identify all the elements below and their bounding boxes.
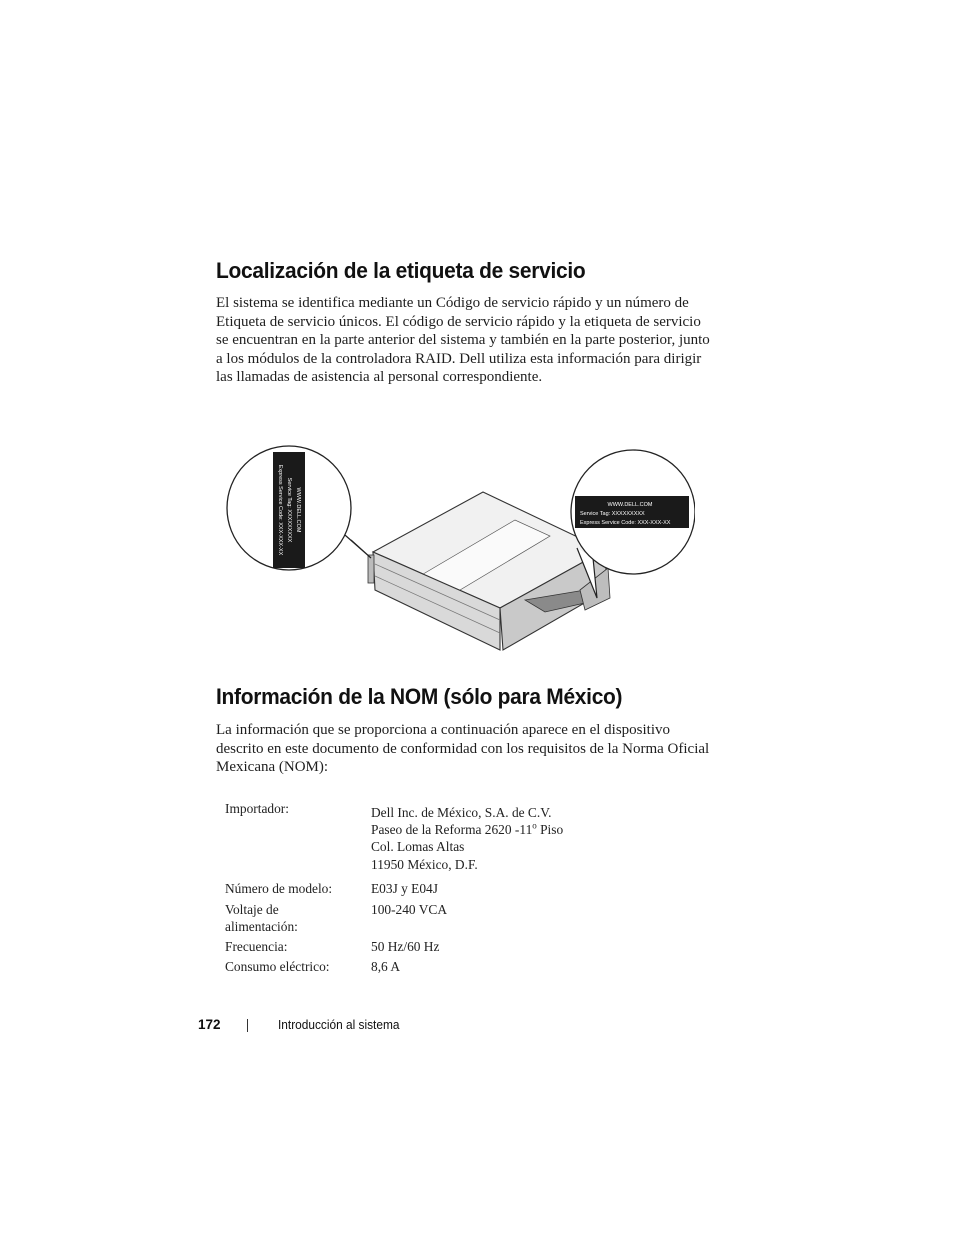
importer-value — [371, 804, 651, 873]
consumption-value: 8,6 A — [371, 959, 401, 974]
frequency-value: 50 Hz/60 Hz — [371, 939, 440, 954]
right-label-express-code: Express Service Code: XXX-XXX-XX — [580, 520, 671, 526]
footer-separator — [247, 1019, 248, 1032]
importer-floor-suffix: Piso — [536, 822, 564, 838]
service-tag-figure — [225, 440, 695, 660]
section-heading-service-tag: Localización de la etiqueta de servicio — [216, 258, 586, 283]
nom-paragraph: La información que se proporciona a continuación aparece en el dispositivo descrito en este documento de conformidad con los requisitos de la Norma Oficial Mexicana (NOM): — [216, 722, 710, 776]
importer-line-company: Dell Inc. de México, S.A. de C.V. — [371, 805, 552, 820]
front-handle — [368, 555, 374, 583]
right-label-service-tag: Service Tag: XXXXXXXXX — [580, 511, 645, 517]
footer-section-title: Introducción al sistema — [278, 1018, 400, 1032]
section-heading-nom: Información de la NOM (sólo para México) — [216, 684, 623, 709]
left-label-express-code: Express Service Code: XXX-XXX-XX — [277, 464, 283, 556]
importer-floor-ordinal: o — [532, 820, 537, 831]
voltage-value: 100-240 VCA — [371, 902, 448, 917]
importer-label: Importador: — [225, 801, 289, 816]
frequency-label: Frecuencia: — [225, 939, 288, 954]
left-label-url: WWW.DELL.COM — [295, 487, 301, 533]
model-label: Número de modelo: — [225, 881, 333, 896]
importer-line-city: 11950 México, D.F. — [371, 856, 478, 872]
right-label-url: WWW.DELL.COM — [607, 502, 653, 508]
voltage-label: Voltaje de alimentación: — [225, 902, 298, 935]
system-illustration — [225, 440, 695, 660]
importer-line-address: Paseo de la Reforma 2620 -11$^o$ Piso — [371, 820, 564, 838]
model-value: E03J y E04J — [371, 881, 438, 896]
left-label-service-tag: Service Tag: XXXXXXXXX — [286, 477, 292, 543]
page-number: 172 — [198, 1017, 221, 1032]
consumption-label: Consumo eléctrico: — [225, 959, 330, 974]
importer-line-colonia: Col. Lomas Altas — [371, 839, 465, 855]
service-tag-paragraph: El sistema se identifica mediante un Código de servicio rápido y un número de Etiqueta de servicio únicos. El código de servicio rápido y la etiqueta de servicio se encuentran en la parte anterior del sistema y también en la parte posterior, junto a los módulos de la controladora RAID. Dell utiliza esta información para dirigir las llamadas de asistencia al personal correspondiente. — [216, 295, 710, 386]
